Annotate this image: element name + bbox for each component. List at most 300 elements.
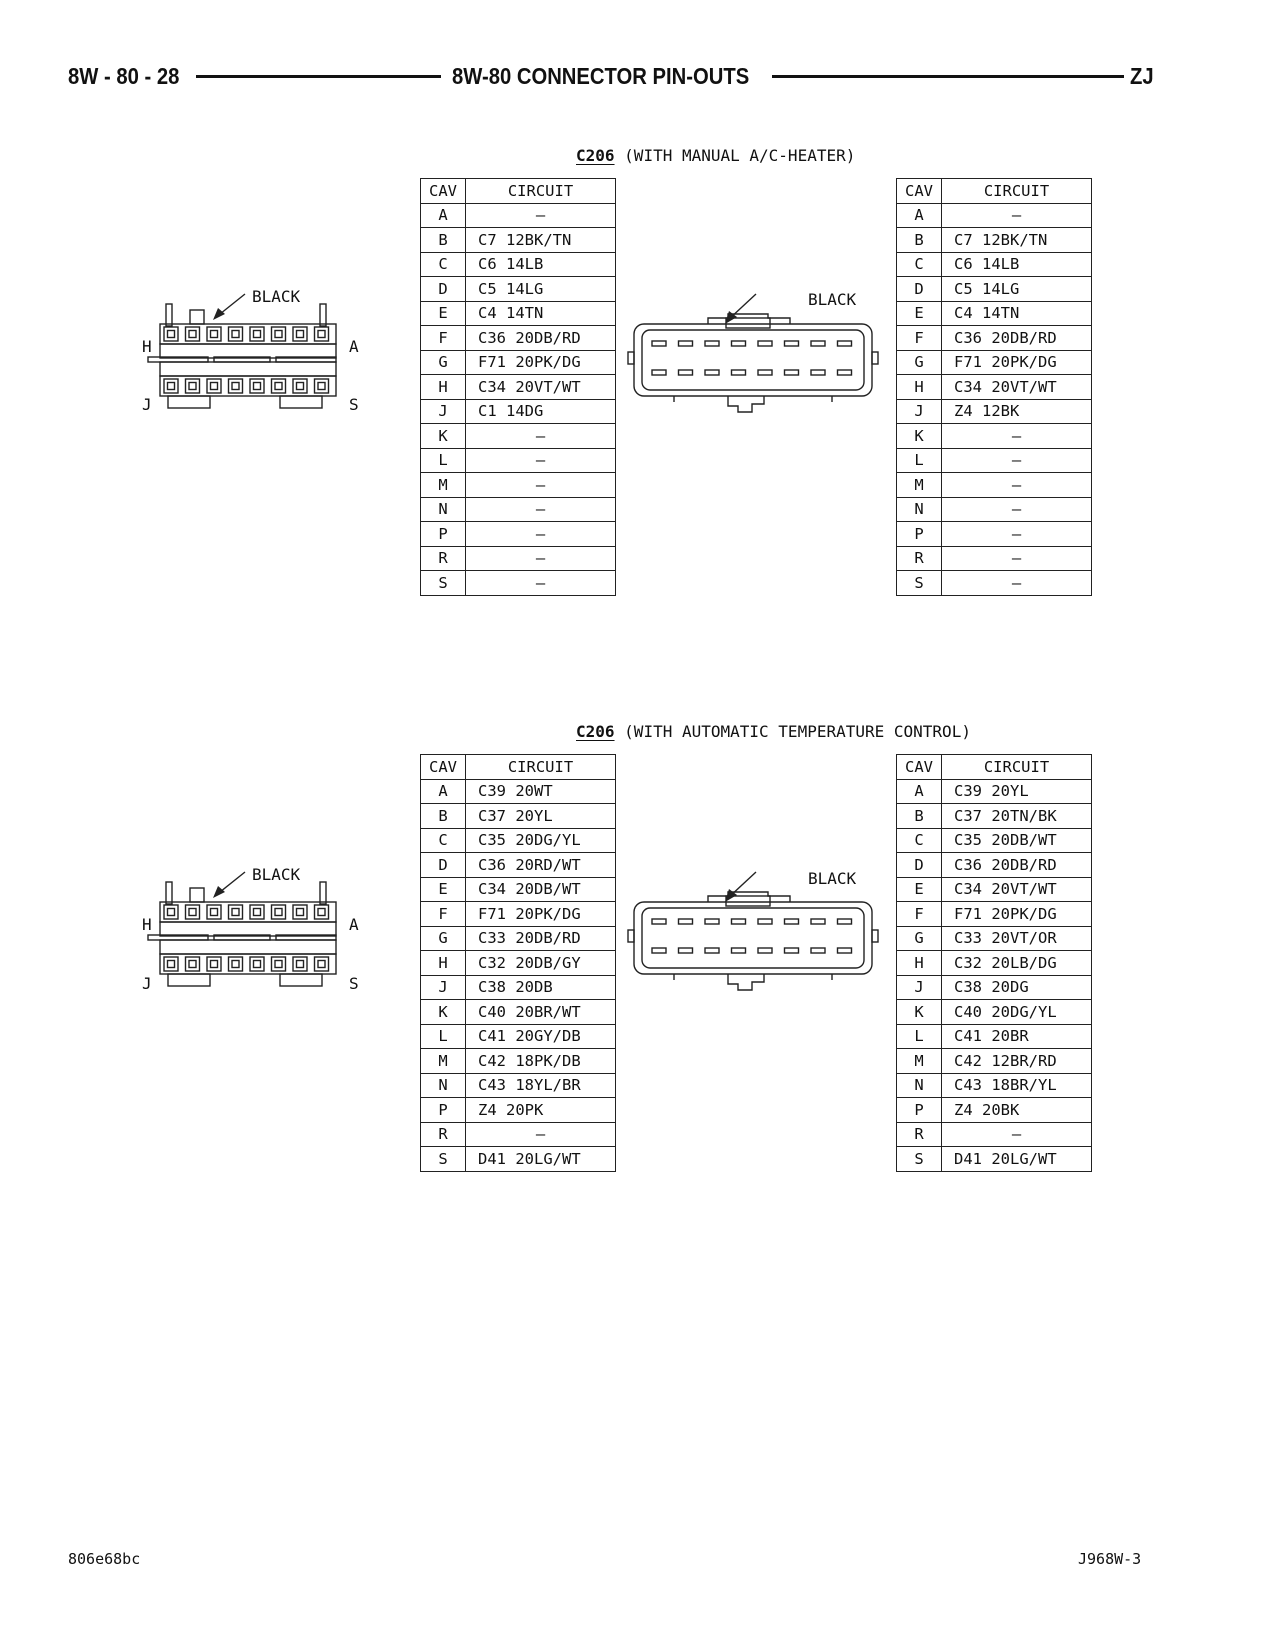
terminal-slot bbox=[785, 948, 799, 953]
terminal-pin bbox=[211, 961, 218, 968]
circuit-cell: C40 20DG/YL bbox=[942, 1000, 1092, 1025]
table-row bbox=[421, 448, 616, 473]
table-row bbox=[421, 571, 616, 596]
circuit-cell: — bbox=[466, 546, 616, 571]
column-header-cav: CAV bbox=[421, 179, 466, 204]
cavity-cell: P bbox=[421, 522, 466, 547]
latch-ramp bbox=[708, 314, 790, 324]
latch-post bbox=[166, 304, 172, 326]
connector-terminal-face-diagram bbox=[150, 865, 350, 1008]
table-row bbox=[421, 301, 616, 326]
cavity-cell: M bbox=[421, 1049, 466, 1074]
cavity-cell: F bbox=[897, 902, 942, 927]
column-header-circuit: CIRCUIT bbox=[942, 755, 1092, 780]
circuit-cell: — bbox=[942, 571, 1092, 596]
terminal-slot bbox=[811, 370, 825, 375]
table-row bbox=[897, 301, 1092, 326]
circuit-cell: — bbox=[466, 571, 616, 596]
table-row bbox=[897, 1049, 1092, 1074]
foot-tab bbox=[280, 396, 322, 408]
table-row bbox=[421, 1122, 616, 1147]
table-row bbox=[897, 522, 1092, 547]
table-row bbox=[421, 853, 616, 878]
terminal-cavity bbox=[315, 905, 329, 919]
lock-rail bbox=[160, 940, 336, 954]
cavity-cell: G bbox=[897, 926, 942, 951]
section-title bbox=[576, 146, 855, 166]
terminal-pin bbox=[168, 909, 175, 916]
terminal-pin bbox=[168, 331, 175, 338]
terminal-slot bbox=[838, 948, 852, 953]
cavity-cell: S bbox=[897, 571, 942, 596]
terminal-pin bbox=[232, 383, 239, 390]
terminal-pin bbox=[254, 331, 261, 338]
circuit-cell: C43 18BR/YL bbox=[942, 1073, 1092, 1098]
terminal-pin bbox=[189, 909, 196, 916]
cavity-cell: F bbox=[421, 902, 466, 927]
circuit-cell: C38 20DB bbox=[466, 975, 616, 1000]
terminal-cavity bbox=[315, 327, 329, 341]
terminal-cavity bbox=[250, 327, 264, 341]
terminal-slot bbox=[838, 370, 852, 375]
table-row bbox=[897, 375, 1092, 400]
circuit-cell: — bbox=[942, 203, 1092, 228]
side-key bbox=[628, 930, 634, 942]
terminal-slot bbox=[732, 948, 746, 953]
cavity-cell: C bbox=[421, 252, 466, 277]
table-row bbox=[421, 326, 616, 351]
table-row bbox=[897, 877, 1092, 902]
circuit-cell: C34 20VT/WT bbox=[466, 375, 616, 400]
cavity-cell: R bbox=[897, 1122, 942, 1147]
table-row bbox=[897, 926, 1092, 951]
circuit-cell: C42 18PK/DB bbox=[466, 1049, 616, 1074]
table-row bbox=[897, 804, 1092, 829]
cavity-cell: B bbox=[897, 804, 942, 829]
terminal-slot bbox=[679, 341, 693, 346]
lock-rail bbox=[160, 344, 336, 358]
column-header-circuit: CIRCUIT bbox=[466, 755, 616, 780]
circuit-cell: — bbox=[466, 424, 616, 449]
terminal-slot bbox=[705, 919, 719, 924]
circuit-cell: C39 20WT bbox=[466, 779, 616, 804]
table-row bbox=[421, 804, 616, 829]
connector-housing-diagram bbox=[628, 878, 878, 1008]
cavity-cell: S bbox=[421, 1147, 466, 1172]
wire-color-label: BLACK bbox=[252, 865, 301, 884]
cavity-cell: D bbox=[897, 853, 942, 878]
terminal-slot bbox=[679, 919, 693, 924]
terminal-slot bbox=[758, 948, 772, 953]
table-row bbox=[421, 203, 616, 228]
terminal-cavity bbox=[315, 379, 329, 393]
cavity-cell: K bbox=[421, 424, 466, 449]
side-key bbox=[872, 930, 878, 942]
cavity-cell: R bbox=[421, 546, 466, 571]
terminal-pin bbox=[232, 909, 239, 916]
table-row bbox=[421, 497, 616, 522]
terminal-slot bbox=[758, 919, 772, 924]
terminal-slot bbox=[679, 948, 693, 953]
cavity-cell: K bbox=[897, 424, 942, 449]
table-row bbox=[421, 252, 616, 277]
housing-outline bbox=[634, 902, 872, 974]
model-code: ZJ bbox=[1130, 63, 1154, 89]
cavity-cell: P bbox=[897, 1098, 942, 1123]
housing-inner bbox=[642, 908, 864, 968]
circuit-cell: C4 14TN bbox=[466, 301, 616, 326]
table-row bbox=[421, 1098, 616, 1123]
cavity-cell: L bbox=[421, 1024, 466, 1049]
cavity-cell: N bbox=[421, 497, 466, 522]
terminal-slot bbox=[732, 341, 746, 346]
table-row bbox=[897, 779, 1092, 804]
circuit-cell: C37 20TN/BK bbox=[942, 804, 1092, 829]
terminal-slot bbox=[705, 370, 719, 375]
latch-tab bbox=[190, 888, 204, 902]
table-row bbox=[897, 424, 1092, 449]
table-row bbox=[421, 424, 616, 449]
circuit-cell: C36 20DB/RD bbox=[942, 326, 1092, 351]
terminal-cavity bbox=[207, 905, 221, 919]
terminal-pin bbox=[232, 961, 239, 968]
latch-tab bbox=[190, 310, 204, 324]
circuit-cell: C32 20LB/DG bbox=[942, 951, 1092, 976]
table-row bbox=[421, 228, 616, 253]
cavity-cell: M bbox=[421, 473, 466, 498]
table-row bbox=[421, 1024, 616, 1049]
table-row bbox=[897, 1000, 1092, 1025]
terminal-slot bbox=[785, 370, 799, 375]
pinout-table bbox=[420, 178, 616, 596]
terminal-pin bbox=[318, 331, 325, 338]
table-row bbox=[421, 877, 616, 902]
terminal-cavity bbox=[272, 905, 286, 919]
terminal-cavity bbox=[207, 327, 221, 341]
circuit-cell: C32 20DB/GY bbox=[466, 951, 616, 976]
terminal-cavity bbox=[293, 905, 307, 919]
cavity-cell: J bbox=[897, 975, 942, 1000]
terminal-pin bbox=[168, 961, 175, 968]
circuit-cell: — bbox=[942, 424, 1092, 449]
circuit-cell: C42 12BR/RD bbox=[942, 1049, 1092, 1074]
latch-post bbox=[320, 304, 326, 326]
table-row bbox=[897, 473, 1092, 498]
cavity-cell: C bbox=[897, 828, 942, 853]
cavity-cell: F bbox=[897, 326, 942, 351]
footer-code: 806e68bc bbox=[68, 1550, 141, 1568]
column-header-cav: CAV bbox=[897, 755, 942, 780]
circuit-cell: Z4 20PK bbox=[466, 1098, 616, 1123]
table-row bbox=[421, 828, 616, 853]
circuit-cell: — bbox=[942, 546, 1092, 571]
table-row bbox=[421, 1000, 616, 1025]
table-row bbox=[897, 546, 1092, 571]
terminal-pin bbox=[318, 383, 325, 390]
cavity-cell: E bbox=[897, 301, 942, 326]
terminal-slot bbox=[732, 370, 746, 375]
terminal-slot bbox=[838, 919, 852, 924]
table-row bbox=[897, 350, 1092, 375]
circuit-cell: D41 20LG/WT bbox=[942, 1147, 1092, 1172]
circuit-cell: F71 20PK/DG bbox=[942, 902, 1092, 927]
circuit-cell: — bbox=[942, 473, 1092, 498]
circuit-cell: F71 20PK/DG bbox=[942, 350, 1092, 375]
cavity-cell: H bbox=[897, 375, 942, 400]
cavity-cell: S bbox=[421, 571, 466, 596]
circuit-cell: — bbox=[942, 522, 1092, 547]
table-row bbox=[421, 951, 616, 976]
terminal-cavity bbox=[250, 905, 264, 919]
cavity-label-a: A bbox=[349, 915, 359, 934]
table-row bbox=[421, 1073, 616, 1098]
terminal-slot bbox=[758, 341, 772, 346]
terminal-slot bbox=[838, 341, 852, 346]
terminal-slot bbox=[811, 948, 825, 953]
table-row bbox=[421, 975, 616, 1000]
page-number: 8W - 80 - 28 bbox=[68, 63, 180, 89]
pinout-table bbox=[896, 178, 1092, 596]
terminal-cavity bbox=[229, 905, 243, 919]
cavity-cell: A bbox=[897, 203, 942, 228]
terminal-pin bbox=[275, 383, 282, 390]
arrow-head bbox=[213, 308, 225, 320]
circuit-cell: C33 20DB/RD bbox=[466, 926, 616, 951]
table-row bbox=[897, 203, 1092, 228]
terminal-cavity bbox=[272, 379, 286, 393]
table-row bbox=[897, 1098, 1092, 1123]
cavity-cell: B bbox=[421, 228, 466, 253]
cavity-cell: G bbox=[897, 350, 942, 375]
circuit-cell: Z4 20BK bbox=[942, 1098, 1092, 1123]
circuit-cell: C1 14DG bbox=[466, 399, 616, 424]
side-key bbox=[628, 352, 634, 364]
table-row bbox=[897, 228, 1092, 253]
cavity-cell: N bbox=[897, 1073, 942, 1098]
cavity-cell: C bbox=[897, 252, 942, 277]
table-row bbox=[897, 902, 1092, 927]
terminal-slot bbox=[705, 948, 719, 953]
table-row bbox=[421, 902, 616, 927]
terminal-cavity bbox=[315, 957, 329, 971]
terminal-cavity bbox=[164, 379, 178, 393]
circuit-cell: C34 20DB/WT bbox=[466, 877, 616, 902]
terminal-pin bbox=[211, 383, 218, 390]
figure-number: J968W-3 bbox=[1078, 1550, 1142, 1568]
cavity-label-s: S bbox=[349, 974, 359, 993]
circuit-cell: D41 20LG/WT bbox=[466, 1147, 616, 1172]
cavity-cell: L bbox=[421, 448, 466, 473]
terminal-slot bbox=[652, 341, 666, 346]
housing-inner bbox=[642, 330, 864, 390]
circuit-cell: C39 20YL bbox=[942, 779, 1092, 804]
table-row bbox=[421, 375, 616, 400]
circuit-cell: C33 20VT/OR bbox=[942, 926, 1092, 951]
cavity-cell: L bbox=[897, 448, 942, 473]
header-rule-right bbox=[772, 75, 1124, 78]
terminal-cavity bbox=[272, 957, 286, 971]
terminal-pin bbox=[211, 909, 218, 916]
cavity-cell: P bbox=[897, 522, 942, 547]
circuit-cell: C37 20YL bbox=[466, 804, 616, 829]
terminal-slot bbox=[652, 948, 666, 953]
terminal-pin bbox=[275, 961, 282, 968]
terminal-slot bbox=[785, 341, 799, 346]
cavity-cell: D bbox=[421, 277, 466, 302]
cavity-cell: R bbox=[897, 546, 942, 571]
terminal-slot bbox=[811, 341, 825, 346]
terminal-cavity bbox=[229, 379, 243, 393]
table-row bbox=[897, 1024, 1092, 1049]
table-row bbox=[897, 853, 1092, 878]
cavity-cell: E bbox=[421, 877, 466, 902]
terminal-slot bbox=[652, 919, 666, 924]
circuit-cell: — bbox=[942, 1122, 1092, 1147]
circuit-cell: — bbox=[466, 1122, 616, 1147]
terminal-slot bbox=[705, 341, 719, 346]
cavity-cell: M bbox=[897, 473, 942, 498]
terminal-cavity bbox=[229, 327, 243, 341]
circuit-cell: C41 20GY/DB bbox=[466, 1024, 616, 1049]
table-row bbox=[897, 1122, 1092, 1147]
column-header-cav: CAV bbox=[897, 179, 942, 204]
table-row bbox=[421, 926, 616, 951]
table-row bbox=[421, 1049, 616, 1074]
terminal-cavity bbox=[164, 327, 178, 341]
cavity-cell: A bbox=[421, 779, 466, 804]
terminal-pin bbox=[297, 383, 304, 390]
terminal-cavity bbox=[164, 905, 178, 919]
terminal-pin bbox=[318, 961, 325, 968]
wire-color-label: BLACK bbox=[808, 869, 857, 888]
latch-post bbox=[320, 882, 326, 904]
table-row bbox=[897, 828, 1092, 853]
cavity-cell: R bbox=[421, 1122, 466, 1147]
section-title bbox=[576, 722, 971, 742]
terminal-cavity bbox=[186, 905, 200, 919]
terminal-pin bbox=[254, 383, 261, 390]
circuit-cell: C35 20DB/WT bbox=[942, 828, 1092, 853]
connector-housing-diagram bbox=[628, 300, 878, 430]
cavity-label-j: J bbox=[142, 395, 152, 414]
terminal-cavity bbox=[207, 379, 221, 393]
cavity-cell: M bbox=[897, 1049, 942, 1074]
circuit-cell: C38 20DG bbox=[942, 975, 1092, 1000]
terminal-cavity bbox=[250, 957, 264, 971]
cavity-label-h: H bbox=[142, 337, 152, 356]
table-row bbox=[897, 975, 1092, 1000]
circuit-cell: C36 20DB/RD bbox=[466, 326, 616, 351]
terminal-pin bbox=[168, 383, 175, 390]
terminal-slot bbox=[811, 919, 825, 924]
circuit-cell: C40 20BR/WT bbox=[466, 1000, 616, 1025]
cavity-cell: S bbox=[897, 1147, 942, 1172]
cavity-label-h: H bbox=[142, 915, 152, 934]
terminal-cavity bbox=[293, 327, 307, 341]
cavity-cell: E bbox=[897, 877, 942, 902]
terminal-cavity bbox=[229, 957, 243, 971]
foot-tab bbox=[280, 974, 322, 986]
table-row bbox=[897, 399, 1092, 424]
terminal-cavity bbox=[186, 957, 200, 971]
table-row bbox=[421, 350, 616, 375]
cavity-cell: J bbox=[421, 975, 466, 1000]
terminal-slot bbox=[785, 919, 799, 924]
header-rule-left bbox=[196, 75, 441, 78]
cavity-cell: B bbox=[421, 804, 466, 829]
circuit-cell: C7 12BK/TN bbox=[942, 228, 1092, 253]
column-header-cav: CAV bbox=[421, 755, 466, 780]
cavity-cell: C bbox=[421, 828, 466, 853]
terminal-pin bbox=[211, 331, 218, 338]
column-header-circuit: CIRCUIT bbox=[466, 179, 616, 204]
circuit-cell: C36 20RD/WT bbox=[466, 853, 616, 878]
cavity-cell: K bbox=[897, 1000, 942, 1025]
circuit-cell: C34 20VT/WT bbox=[942, 375, 1092, 400]
circuit-cell: — bbox=[466, 448, 616, 473]
cavity-cell: J bbox=[421, 399, 466, 424]
table-row bbox=[897, 448, 1092, 473]
terminal-pin bbox=[189, 383, 196, 390]
cavity-cell: G bbox=[421, 350, 466, 375]
circuit-cell: C6 14LB bbox=[466, 252, 616, 277]
terminal-pin bbox=[254, 909, 261, 916]
circuit-cell: Z4 12BK bbox=[942, 399, 1092, 424]
circuit-cell: — bbox=[942, 497, 1092, 522]
table-row bbox=[421, 1147, 616, 1172]
connector-id: C206 bbox=[576, 722, 615, 741]
circuit-cell: — bbox=[466, 497, 616, 522]
wire-color-label: BLACK bbox=[808, 290, 857, 309]
table-row bbox=[421, 546, 616, 571]
circuit-cell: — bbox=[466, 473, 616, 498]
terminal-cavity bbox=[207, 957, 221, 971]
cavity-cell: B bbox=[897, 228, 942, 253]
terminal-pin bbox=[318, 909, 325, 916]
terminal-pin bbox=[297, 961, 304, 968]
circuit-cell: C34 20VT/WT bbox=[942, 877, 1092, 902]
circuit-cell: C35 20DG/YL bbox=[466, 828, 616, 853]
terminal-slot bbox=[679, 370, 693, 375]
terminal-pin bbox=[232, 331, 239, 338]
cavity-cell: H bbox=[421, 951, 466, 976]
connector-qualifier: (WITH MANUAL A/C-HEATER) bbox=[624, 146, 856, 165]
housing-outline bbox=[634, 324, 872, 396]
circuit-cell: — bbox=[942, 448, 1092, 473]
table-row bbox=[897, 1147, 1092, 1172]
table-row bbox=[421, 399, 616, 424]
table-row bbox=[897, 571, 1092, 596]
wire-color-label: BLACK bbox=[252, 287, 301, 306]
terminal-pin bbox=[297, 331, 304, 338]
terminal-cavity bbox=[272, 327, 286, 341]
cavity-cell: E bbox=[421, 301, 466, 326]
cavity-cell: A bbox=[421, 203, 466, 228]
cavity-cell: N bbox=[421, 1073, 466, 1098]
table-row bbox=[897, 951, 1092, 976]
table-row bbox=[421, 473, 616, 498]
terminal-cavity bbox=[164, 957, 178, 971]
table-row bbox=[897, 497, 1092, 522]
circuit-cell: C41 20BR bbox=[942, 1024, 1092, 1049]
cavity-label-j: J bbox=[142, 974, 152, 993]
terminal-cavity bbox=[186, 379, 200, 393]
table-row bbox=[897, 277, 1092, 302]
terminal-pin bbox=[254, 961, 261, 968]
circuit-cell: — bbox=[466, 203, 616, 228]
terminal-pin bbox=[297, 909, 304, 916]
terminal-cavity bbox=[293, 379, 307, 393]
